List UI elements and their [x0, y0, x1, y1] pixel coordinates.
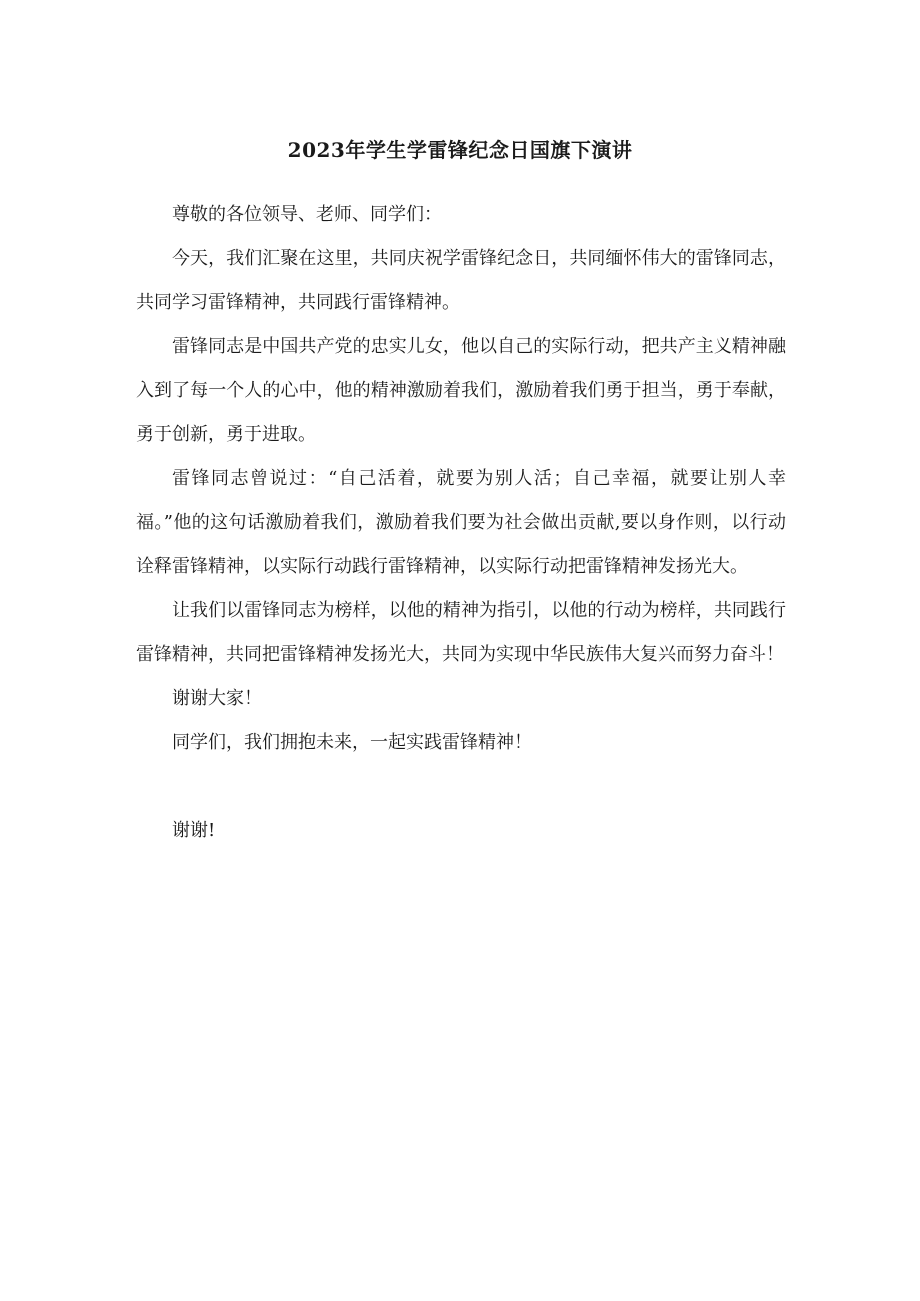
paragraph-5: 谢谢大家！ [172, 688, 262, 709]
paragraph-2: 雷锋同志是中国共产党的忠实儿女，他以自己的实际行动，把共产主义精神融入到了每一个人的心中，他的精神激励着我们，激励着我们勇于担当，勇于奉献，勇于创新，勇于进取。 [136, 336, 786, 445]
salutation: 尊敬的各位领导、老师、同学们： [172, 204, 442, 225]
closing: 谢谢! [172, 820, 216, 841]
paragraph-4: 让我们以雷锋同志为榜样，以他的精神为指引，以他的行动为榜样，共同践行雷锋精神，共同把雷锋精神发扬光大，共同为实现中华民族伟大复兴而努力奋斗！ [136, 600, 786, 665]
blank-line [136, 765, 786, 809]
paragraph-6: 同学们，我们拥抱未来，一起实践雷锋精神！ [172, 732, 532, 753]
document-title: 2023年学生学雷锋纪念日国旗下演讲 [287, 138, 633, 162]
paragraph-1: 今天，我们汇聚在这里，共同庆祝学雷锋纪念日，共同缅怀伟大的雷锋同志，共同学习雷锋精神，共同践行雷锋精神。 [136, 248, 786, 313]
document-body [136, 193, 786, 853]
paragraph-3: 雷锋同志曾说过：“自己活着，就要为别人活；自己幸福，就要让别人幸福。”他的这句话激励着我们，激励着我们要为社会做出贡献,要以身作则，以行动诠释雷锋精神，以实际行动践行雷锋精神，以实际行动把雷锋精神发扬光大。 [136, 468, 786, 577]
